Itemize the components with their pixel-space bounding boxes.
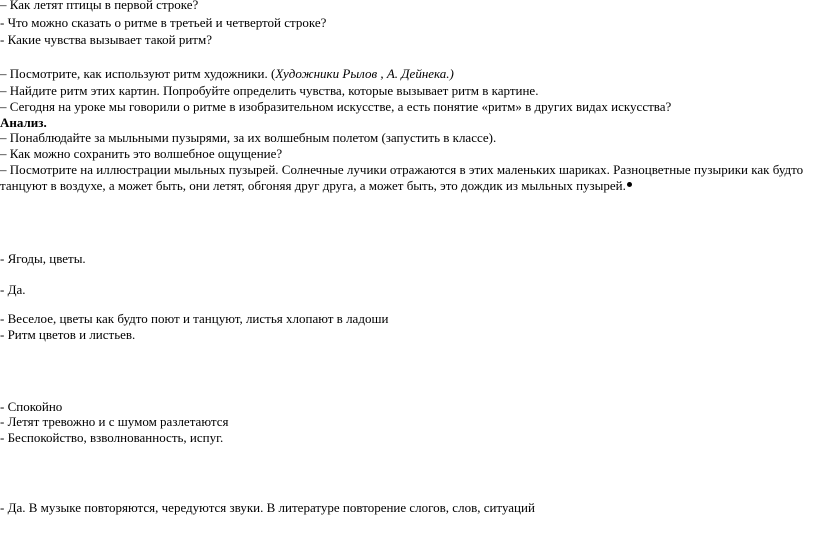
text-line	[0, 66, 454, 82]
text-line: - Ритм цветов и листьев.	[0, 327, 136, 342]
text-line: - Беспокойство, взволнованность, испуг.	[0, 430, 224, 445]
text-line: - Спокойно	[0, 399, 63, 414]
text-line: – Найдите ритм этих картин. Попробуйте определить чувства, которые вызывает ритм в картине.	[0, 83, 539, 98]
section-heading: Анализ.	[0, 115, 47, 130]
text-line: - Летят тревожно и с шумом разлетаются	[0, 414, 229, 429]
text-line: – Сегодня на уроке мы говорили о ритме в изобразительном искусстве, а есть понятие «ритм» в других видах искусства?	[0, 99, 672, 114]
text-line: - Какие чувства вызывает такой ритм?	[0, 32, 212, 47]
text-line: - Ягоды, цветы.	[0, 251, 86, 266]
text-line: - Да. В музыке повторяются, чередуются звуки. В литературе повторение слогов, слов, ситуаций	[0, 500, 535, 515]
text-line: – Посмотрите на иллюстрации мыльных пузырей. Солнечные лучики отражаются в этих маленьких шариках. Разноцветные пузырики как будто	[0, 162, 804, 177]
text-line: - Веселое, цветы как будто поют и танцуют, листья хлопают в ладоши	[0, 311, 389, 326]
text-line	[0, 178, 632, 194]
text-segment: – Посмотрите, как используют ритм художники. (	[0, 66, 276, 81]
text-line: – Как можно сохранить это волшебное ощущение?	[0, 146, 283, 161]
bullet-dot-icon	[627, 182, 632, 187]
text-line: – Как летят птицы в первой строке?	[0, 0, 199, 12]
text-line: - Да.	[0, 282, 26, 297]
text-segment: танцуют в воздухе, а может быть, они летят, обгоняя друг друга, а может быть, это дождик из мыльных пузырей.	[0, 178, 626, 193]
italic-text: Художники Рылов , А. Дейнека.)	[275, 66, 454, 81]
text-line: – Понаблюдайте за мыльными пузырями, за их волшебным полетом (запустить в классе).	[0, 130, 497, 145]
text-line: - Что можно сказать о ритме в третьей и четвертой строке?	[0, 15, 327, 30]
